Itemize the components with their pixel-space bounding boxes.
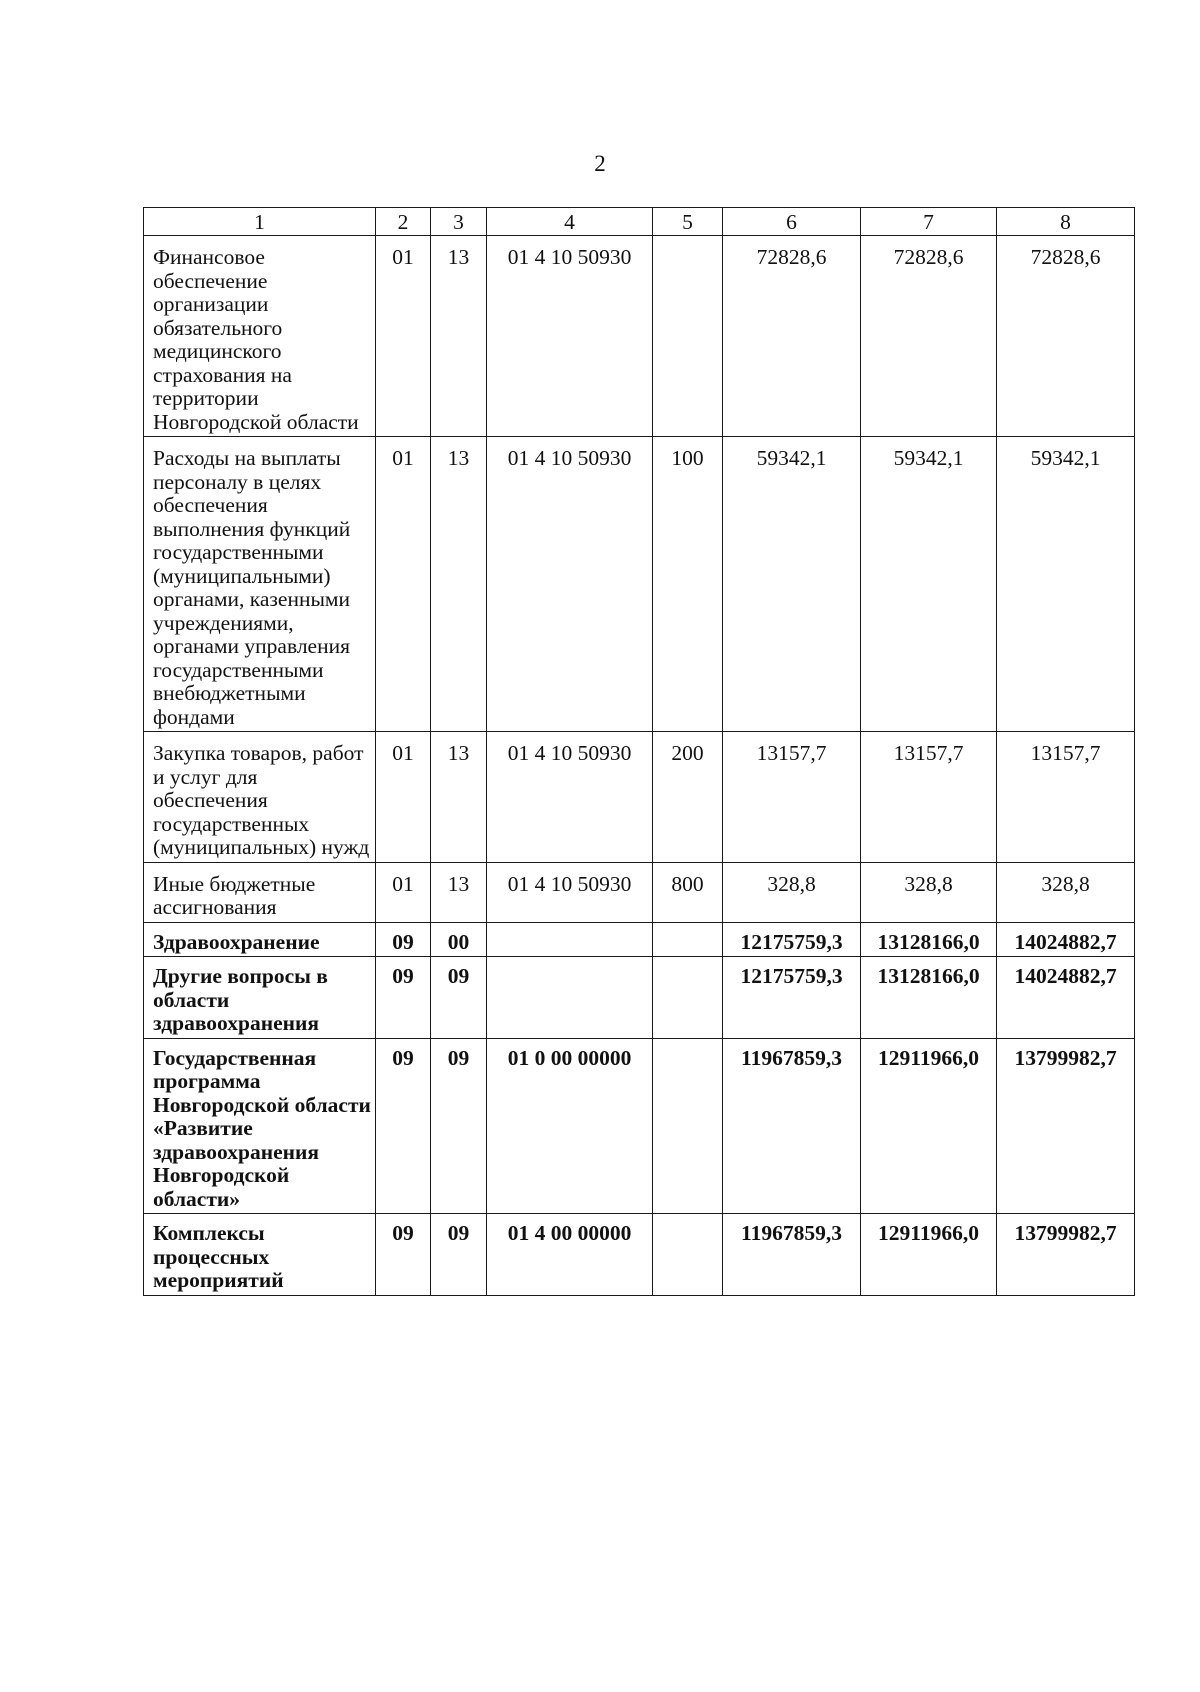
header-cell-col-6: 6	[723, 208, 861, 236]
row-name-cell: Иные бюджетные ассигнования	[144, 862, 376, 922]
expense-type-cell: 100	[653, 437, 723, 732]
page-number: 2	[594, 151, 606, 176]
expense-type-cell	[653, 957, 723, 1039]
subsection-code-cell: 13	[431, 732, 487, 863]
subsection-code-cell: 00	[431, 922, 487, 957]
subsection-code-cell: 13	[431, 236, 487, 437]
table-row	[144, 922, 1135, 957]
row-name-cell: Комплексы процессных мероприятий	[144, 1214, 376, 1296]
section-code-cell: 09	[376, 922, 431, 957]
amount-year-2-cell: 12911966,0	[861, 1214, 997, 1296]
row-name-cell: Государственная программа Новгородской области «Развитие здравоохранения Новгородской области»	[144, 1038, 376, 1214]
amount-year-3-cell: 13799982,7	[997, 1214, 1135, 1296]
amount-year-1-cell: 328,8	[723, 862, 861, 922]
target-article-cell: 01 4 10 50930	[487, 862, 653, 922]
section-code-cell: 09	[376, 1038, 431, 1214]
expense-type-cell	[653, 1214, 723, 1296]
amount-year-3-cell: 13157,7	[997, 732, 1135, 863]
row-name-cell: Другие вопросы в области здравоохранения	[144, 957, 376, 1039]
amount-year-3-cell: 72828,6	[997, 236, 1135, 437]
section-code-cell: 01	[376, 437, 431, 732]
subsection-code-cell: 13	[431, 862, 487, 922]
table-header-row	[144, 208, 1135, 236]
table-row	[144, 1214, 1135, 1296]
target-article-cell: 01 0 00 00000	[487, 1038, 653, 1214]
table-row	[144, 437, 1135, 732]
header-cell-col-4: 4	[487, 208, 653, 236]
header-cell-col-7: 7	[861, 208, 997, 236]
table-row	[144, 957, 1135, 1039]
row-name-cell: Расходы на выплаты персоналу в целях обеспечения выполнения функций государственными (муниципальными) органами, казенными учреждениями, органами управления государственными внебюджетными фондами	[144, 437, 376, 732]
table-row	[144, 862, 1135, 922]
expense-type-cell	[653, 922, 723, 957]
header-cell-col-3: 3	[431, 208, 487, 236]
target-article-cell: 01 4 00 00000	[487, 1214, 653, 1296]
section-code-cell: 01	[376, 862, 431, 922]
target-article-cell	[487, 922, 653, 957]
amount-year-1-cell: 13157,7	[723, 732, 861, 863]
subsection-code-cell: 09	[431, 957, 487, 1039]
header-cell-col-5: 5	[653, 208, 723, 236]
amount-year-3-cell: 328,8	[997, 862, 1135, 922]
subsection-code-cell: 09	[431, 1214, 487, 1296]
amount-year-2-cell: 59342,1	[861, 437, 997, 732]
amount-year-3-cell: 59342,1	[997, 437, 1135, 732]
row-name-cell: Финансовое обеспечение организации обязательного медицинского страхования на территории Новгородской области	[144, 236, 376, 437]
target-article-cell: 01 4 10 50930	[487, 437, 653, 732]
section-code-cell: 01	[376, 732, 431, 863]
row-name-cell: Здравоохранение	[144, 922, 376, 957]
amount-year-2-cell: 328,8	[861, 862, 997, 922]
expense-type-cell: 800	[653, 862, 723, 922]
amount-year-2-cell: 13128166,0	[861, 922, 997, 957]
section-code-cell: 01	[376, 236, 431, 437]
section-code-cell: 09	[376, 957, 431, 1039]
expense-type-cell	[653, 1038, 723, 1214]
amount-year-1-cell: 11967859,3	[723, 1214, 861, 1296]
amount-year-1-cell: 11967859,3	[723, 1038, 861, 1214]
subsection-code-cell: 09	[431, 1038, 487, 1214]
table-row	[144, 1038, 1135, 1214]
target-article-cell: 01 4 10 50930	[487, 732, 653, 863]
header-cell-col-2: 2	[376, 208, 431, 236]
amount-year-2-cell: 13128166,0	[861, 957, 997, 1039]
budget-table	[143, 207, 1135, 1296]
row-name-cell: Закупка товаров, работ и услуг для обеспечения государственных (муниципальных) нужд	[144, 732, 376, 863]
amount-year-2-cell: 72828,6	[861, 236, 997, 437]
table-row	[144, 236, 1135, 437]
amount-year-1-cell: 59342,1	[723, 437, 861, 732]
amount-year-1-cell: 12175759,3	[723, 957, 861, 1039]
subsection-code-cell: 13	[431, 437, 487, 732]
target-article-cell	[487, 957, 653, 1039]
amount-year-1-cell: 12175759,3	[723, 922, 861, 957]
expense-type-cell: 200	[653, 732, 723, 863]
section-code-cell: 09	[376, 1214, 431, 1296]
amount-year-3-cell: 13799982,7	[997, 1038, 1135, 1214]
header-cell-col-8: 8	[997, 208, 1135, 236]
amount-year-3-cell: 14024882,7	[997, 922, 1135, 957]
expense-type-cell	[653, 236, 723, 437]
amount-year-2-cell: 12911966,0	[861, 1038, 997, 1214]
header-cell-col-1: 1	[144, 208, 376, 236]
amount-year-2-cell: 13157,7	[861, 732, 997, 863]
table-row	[144, 732, 1135, 863]
amount-year-1-cell: 72828,6	[723, 236, 861, 437]
target-article-cell: 01 4 10 50930	[487, 236, 653, 437]
amount-year-3-cell: 14024882,7	[997, 957, 1135, 1039]
